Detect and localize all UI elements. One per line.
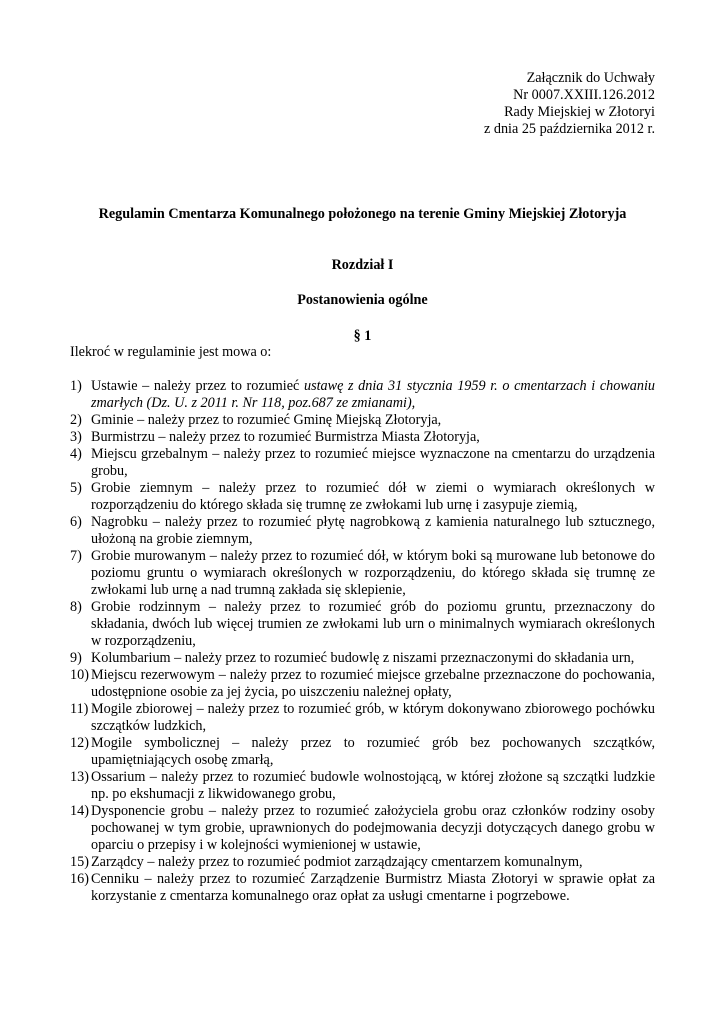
- item-text: Zarządcy – należy przez to rozumieć podmiot zarządzający cmentarzem komunalnym,: [91, 854, 583, 870]
- item-text: Miejscu rezerwowym – należy przez to rozumieć miejsce grzebalne przeznaczone do pochowania, udostępnione osobie za jej życia, po uiszczeniu należnej opłaty,: [91, 667, 655, 700]
- list-item: [70, 650, 655, 667]
- item-italic-text: ustawę z dnia 31 stycznia 1959 r. o cmentarzach i chowaniu zmarłych (Dz. U. z 2011 r. Nr 118, poz.687 ze zmianami),: [91, 378, 655, 411]
- item-number: 14): [70, 803, 89, 819]
- item-text: Miejscu grzebalnym – należy przez to rozumieć miejsce wyznaczone na cmentarzu do urządzenia grobu,: [91, 446, 655, 479]
- item-text: Ossarium – należy przez to rozumieć budowle wolnostojącą, w której złożone są szczątki ludzkie np. po ekshumacji z likwidowanego grobu,: [91, 769, 655, 802]
- item-number: 4): [70, 446, 82, 462]
- item-number: 2): [70, 412, 82, 428]
- list-item: [70, 429, 655, 446]
- item-number: 6): [70, 514, 82, 530]
- header-line: z dnia 25 października 2012 r.: [484, 121, 655, 137]
- item-number: 13): [70, 769, 89, 785]
- list-item: [70, 854, 655, 871]
- item-number: 7): [70, 548, 82, 564]
- item-text: Gminie – należy przez to rozumieć Gminę Miejską Złotoryja,: [91, 412, 442, 428]
- item-number: 10): [70, 667, 89, 683]
- item-text: Burmistrzu – należy przez to rozumieć Burmistrza Miasta Złotoryja,: [91, 429, 480, 445]
- list-item: [70, 735, 655, 769]
- item-text: Cenniku – należy przez to rozumieć Zarządzenie Burmistrz Miasta Złotoryi w sprawie opłat za korzystanie z cmentarza komunalnego oraz opłat za usługi cmentarne i pogrzebowe.: [91, 871, 655, 904]
- item-text: Grobie ziemnym – należy przez to rozumieć dół w ziemi o wymiarach określonych w rozporządzeniu do którego składa się trumnę ze zwłokami lub urnę i zasypuje ziemią,: [91, 480, 655, 513]
- definitions-list: [70, 378, 655, 905]
- list-item: [70, 480, 655, 514]
- list-item: [70, 412, 655, 429]
- item-text: Ustawie – należy przez to rozumieć: [91, 378, 304, 394]
- item-number: 5): [70, 480, 82, 496]
- item-text: Nagrobku – należy przez to rozumieć płytę nagrobkową z kamienia naturalnego lub sztucznego, ułożoną na grobie ziemnym,: [91, 514, 655, 547]
- list-item: [70, 446, 655, 480]
- list-item: [70, 378, 655, 412]
- list-item: [70, 701, 655, 735]
- list-item: [70, 769, 655, 803]
- header-line: Rady Miejskiej w Złotoryi: [504, 104, 655, 120]
- item-number: 8): [70, 599, 82, 615]
- item-number: 3): [70, 429, 82, 445]
- list-item: [70, 514, 655, 548]
- item-text: Dysponencie grobu – należy przez to rozumieć założyciela grobu oraz członków rodziny osoby pochowanej w tym grobie, uprawnionych do podejmowania decyzji dotyczących danego grobu w oparciu o przepisy i w kolejności wymienionej w ustawie,: [91, 803, 655, 853]
- item-text: Mogile zbiorowej – należy przez to rozumieć grób, w którym dokonywano zbiorowego pochówku szczątków ludzkich,: [91, 701, 655, 734]
- item-text: Grobie rodzinnym – należy przez to rozumieć grób do poziomu gruntu, przeznaczony do składania, dwóch lub więcej trumien ze zwłokami lub urn o minimalnych wymiarach określonych w rozporządzeniu,: [91, 599, 655, 649]
- item-text: Mogile symbolicznej – należy przez to rozumieć grób bez pochowanych szczątków, upamiętniających osobę zmarłą,: [91, 735, 655, 768]
- chapter-heading: Rozdział I: [331, 257, 394, 273]
- item-text: Kolumbarium – należy przez to rozumieć budowlę z niszami przeznaczonymi do składania urn,: [91, 650, 635, 666]
- header-line: Nr 0007.XXIII.126.2012: [513, 87, 655, 103]
- header-line: Załącznik do Uchwały: [526, 70, 655, 86]
- list-item: [70, 548, 655, 599]
- paragraph-mark: § 1: [353, 328, 372, 344]
- item-number: 16): [70, 871, 89, 887]
- item-number: 12): [70, 735, 89, 751]
- item-number: 1): [70, 378, 82, 394]
- chapter-subtitle: Postanowienia ogólne: [297, 292, 428, 308]
- item-text: Grobie murowanym – należy przez to rozumieć dół, w którym boki są murowane lub betonowe do poziomu gruntu o wymiarach określonych w rozporządzeniu, do którego składa się trumnę ze zwłokami lub urnę a nad trumną zakłada się sklepienie,: [91, 548, 655, 598]
- intro-text: Ilekroć w regulaminie jest mowa o:: [70, 344, 272, 360]
- document-title: Regulamin Cmentarza Komunalnego położonego na terenie Gminy Miejskiej Złotoryja: [98, 206, 627, 222]
- attachment-header: [484, 70, 655, 138]
- list-item: [70, 667, 655, 701]
- item-number: 15): [70, 854, 89, 870]
- list-item: [70, 599, 655, 650]
- item-number: 9): [70, 650, 82, 666]
- list-item: [70, 803, 655, 854]
- item-number: 11): [70, 701, 89, 717]
- list-item: [70, 871, 655, 905]
